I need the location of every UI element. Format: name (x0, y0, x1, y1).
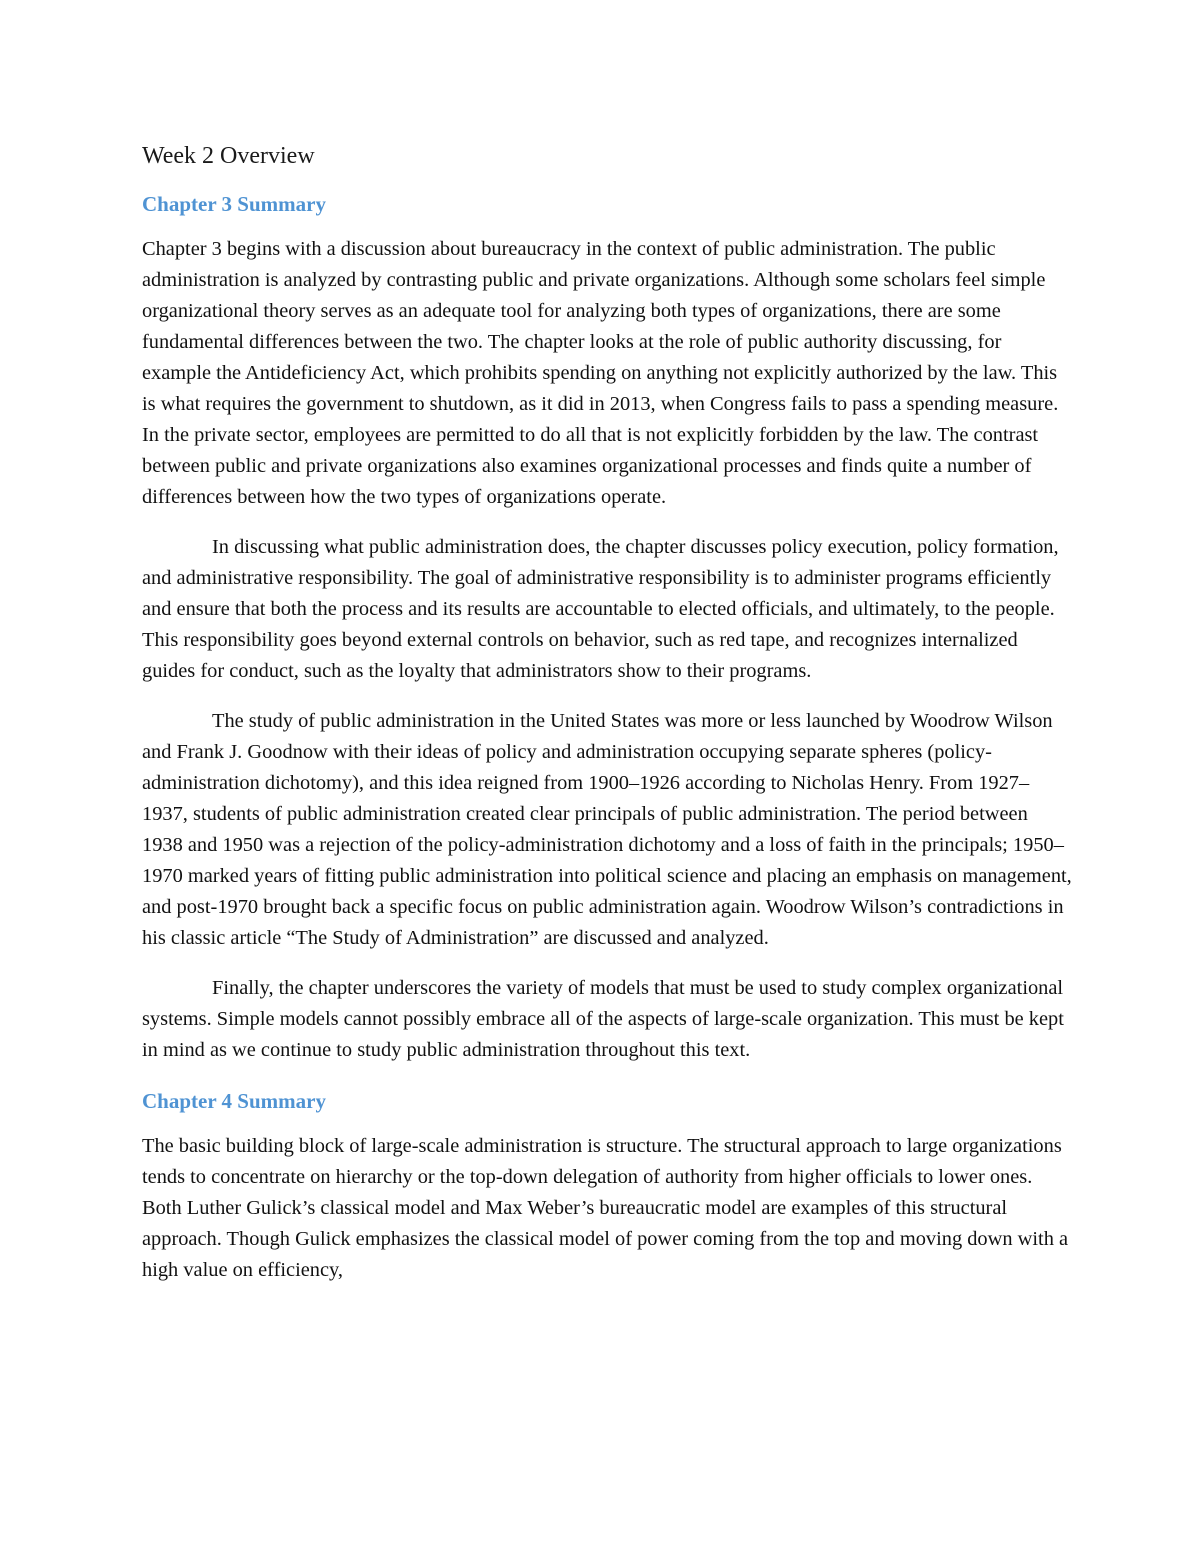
chapter-3-section (142, 188, 1072, 1066)
chapter-4-paragraph-1: The basic building block of large-scale administration is structure. The structural approach to large organizations tends to concentrate on hierarchy or the top-down delegation of authority from higher officials to lower ones. Both Luther Gulick’s classical model and Max Weber’s bureaucratic model are examples of this structural approach. Though Gulick emphasizes the classical model of power coming from the top and moving down with a high value on efficiency, (142, 1135, 1069, 1281)
chapter-3-paragraph-2: In discussing what public administration does, the chapter discusses policy execution, policy formation, and administrative responsibility. The goal of administrative responsibility is to administer programs efficiently and ensure that both the process and its results are accountable to elected officials, and ultimately, to the people. This responsibility goes beyond external controls on behavior, such as red tape, and recognizes internalized guides for conduct, such as the loyalty that administrators show to their programs. (142, 536, 1059, 682)
chapter-3-heading: Chapter 3 Summary (142, 192, 326, 216)
chapter-4-section (142, 1085, 1072, 1286)
chapter-4-heading: Chapter 4 Summary (142, 1089, 326, 1113)
document-title: Week 2 Overview (142, 143, 315, 169)
document-page (142, 136, 1072, 1305)
chapter-3-paragraph-3: The study of public administration in the United States was more or less launched by Woodrow Wilson and Frank J. Goodnow with their ideas of policy and administration occupying separate spheres (policy-administration dichotomy), and this idea reigned from 1900–1926 according to Nicholas Henry. From 1927–1937, students of public administration created clear principals of public administration. The period between 1938 and 1950 was a rejection of the policy-administration dichotomy and a loss of faith in the principals; 1950–1970 marked years of fitting public administration into political science and placing an emphasis on management, and post-1970 brought back a specific focus on public administration again. Woodrow Wilson’s contradictions in his classic article “The Study of Administration” are discussed and analyzed. (142, 710, 1072, 949)
chapter-3-paragraph-4: Finally, the chapter underscores the variety of models that must be used to study complex organizational systems. Simple models cannot possibly embrace all of the aspects of large-scale organization. This must be kept in mind as we continue to study public administration throughout this text. (142, 977, 1064, 1061)
chapter-3-paragraph-1: Chapter 3 begins with a discussion about bureaucracy in the context of public administration. The public administration is analyzed by contrasting public and private organizations. Although some scholars feel simple organizational theory serves as an adequate tool for analyzing both types of organizations, there are some fundamental differences between the two. The chapter looks at the role of public authority discussing, for example the Antideficiency Act, which prohibits spending on anything not explicitly authorized by the law. This is what requires the government to shutdown, as it did in 2013, when Congress fails to pass a spending measure. In the private sector, employees are permitted to do all that is not explicitly forbidden by the law. The contrast between public and private organizations also examines organizational processes and finds quite a number of differences between how the two types of organizations operate. (142, 238, 1059, 508)
